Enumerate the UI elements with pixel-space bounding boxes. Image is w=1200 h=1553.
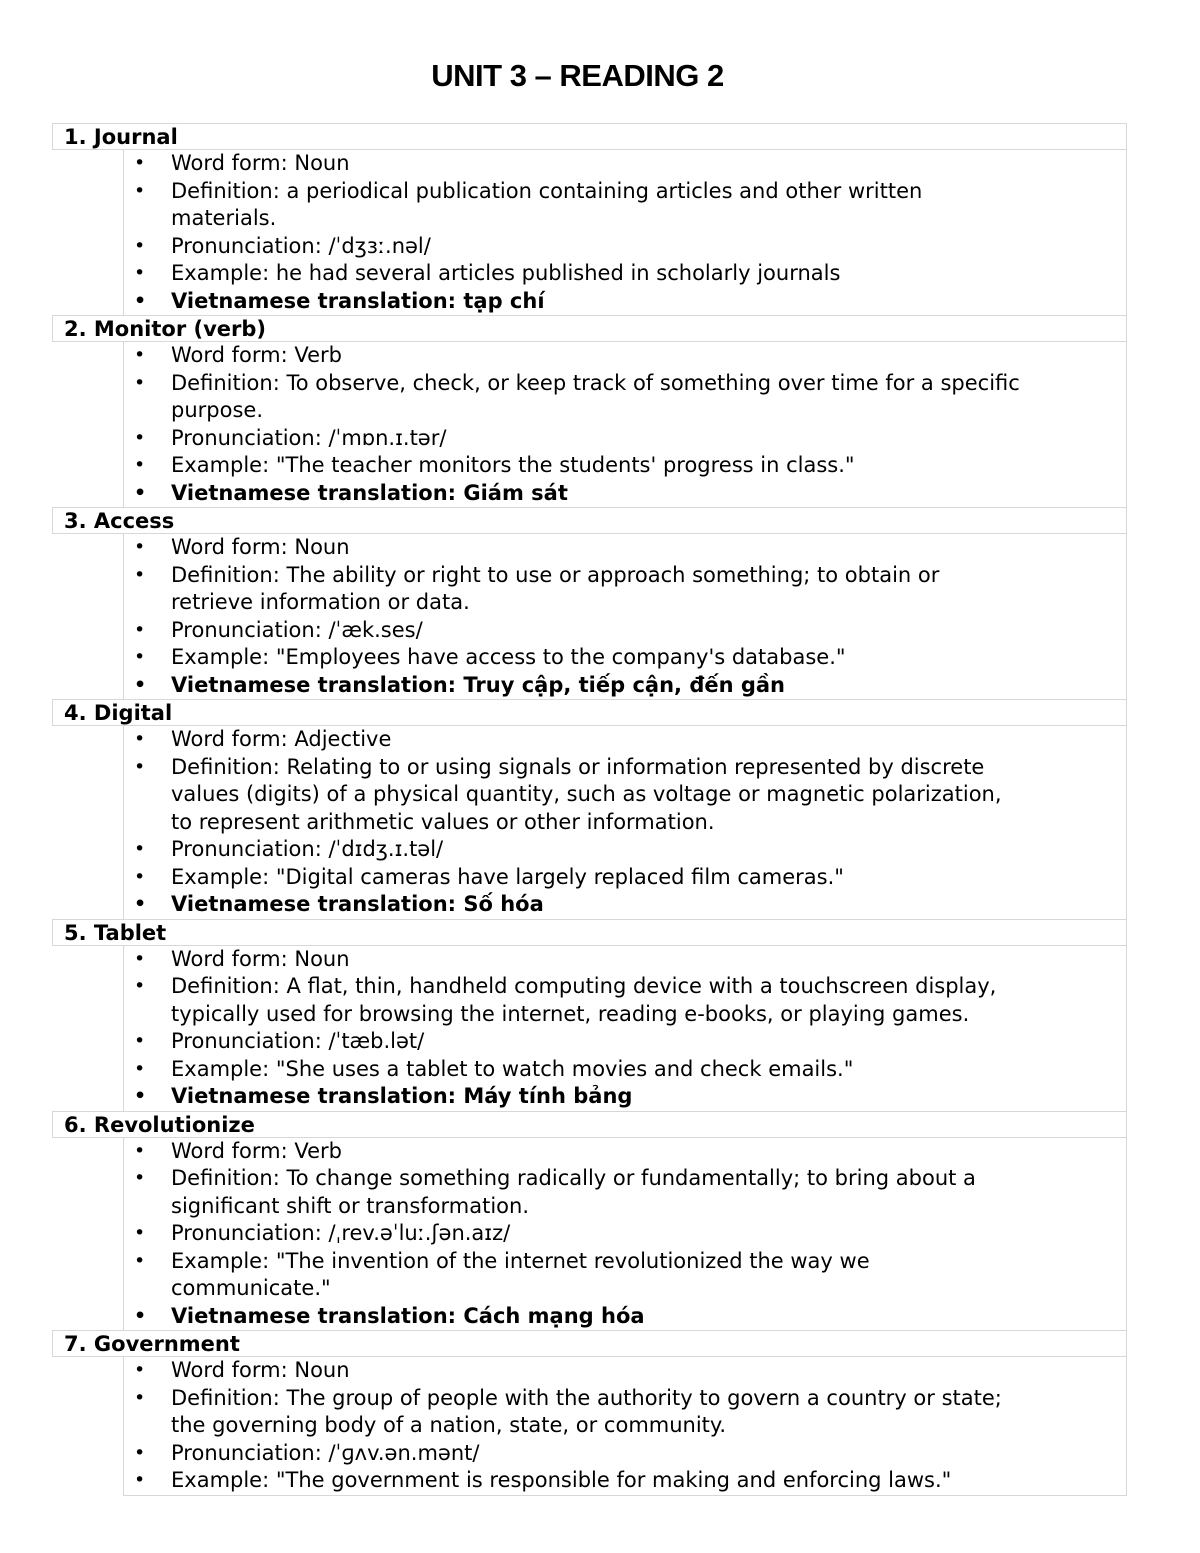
vietnamese-translation: • Vietnamese translation: Máy tính bảng <box>124 1083 1126 1111</box>
entry-line: • Word form: Noun <box>124 946 1126 974</box>
entry-detail-list <box>124 1138 1126 1331</box>
entry-detail-list <box>124 534 1126 699</box>
entry-heading: 7. Government <box>52 1330 1127 1357</box>
entry-line: • Example: he had several articles published in scholarly journals <box>124 260 1126 288</box>
entry-line: materials. <box>171 206 277 230</box>
entry-line: purpose. <box>171 398 263 422</box>
entry-line: • Definition: A flat, thin, handheld computing device with a touchscreen display, <box>124 973 1126 1001</box>
entry-line: • Definition: a periodical publication containing articles and other written <box>124 178 1126 206</box>
entry-line: the governing body of a nation, state, or community. <box>171 1413 727 1437</box>
entry-detail-list <box>124 726 1126 919</box>
entry-detail-list <box>124 342 1126 507</box>
entry-details <box>123 1138 1127 1331</box>
entry-line: • Example: "Digital cameras have largely replaced film cameras." <box>124 864 1126 892</box>
entry-line: typically used for browsing the internet, reading e-books, or playing games. <box>171 1001 970 1026</box>
entry-detail-list <box>124 150 1126 315</box>
entry-line: • Example: "The government is responsible for making and enforcing laws." <box>124 1467 1126 1495</box>
entry-line: • Pronunciation: /ˈdɪdʒ.ɪ.təl/ <box>124 836 1126 864</box>
entry-detail-list <box>124 946 1126 1111</box>
entry-heading: 3. Access <box>52 507 1127 534</box>
entry-line: • Word form: Verb <box>124 342 1126 370</box>
entry-line: • Example: "She uses a tablet to watch movies and check emails." <box>124 1056 1126 1084</box>
entry-heading: 1. Journal <box>52 123 1127 150</box>
entry-line: • Word form: Noun <box>124 1357 1126 1385</box>
entry-heading: 2. Monitor (verb) <box>52 315 1127 342</box>
vietnamese-translation: • Vietnamese translation: Truy cập, tiếp cận, đến gần <box>124 672 1126 700</box>
entry-line: • Pronunciation: /ˈæk.ses/ <box>124 617 1126 645</box>
vietnamese-translation: • Vietnamese translation: tạp chí <box>124 288 1126 316</box>
entry-line: • Word form: Verb <box>124 1138 1126 1166</box>
entry-line: • Pronunciation: /ˌrev.əˈluː.ʃən.aɪz/ <box>124 1220 1126 1248</box>
entry-details <box>123 726 1127 919</box>
entry-line: values (digits) of a physical quantity, such as voltage or magnetic polarization, <box>171 782 1002 806</box>
entry-line: • Definition: The ability or right to use or approach something; to obtain or <box>124 562 1126 590</box>
vietnamese-translation: • Vietnamese translation: Số hóa <box>124 891 1126 919</box>
entry-detail-list <box>124 1357 1126 1495</box>
entry-line: • Word form: Noun <box>124 534 1126 562</box>
entry-line: • Definition: Relating to or using signals or information represented by discrete <box>124 754 1126 782</box>
entry-line: • Word form: Noun <box>124 150 1126 178</box>
entry-line: • Definition: The group of people with the authority to govern a country or state; <box>124 1385 1126 1413</box>
entry-line: • Pronunciation: /ˈmɒn.ɪ.tər/ <box>124 425 1126 453</box>
entry-line: • Definition: To change something radically or fundamentally; to bring about a <box>124 1165 1126 1193</box>
entry-details <box>123 534 1127 699</box>
entry-line: retrieve information or data. <box>171 590 470 614</box>
entry-line: • Definition: To observe, check, or keep track of something over time for a specific <box>124 370 1126 398</box>
vietnamese-translation: • Vietnamese translation: Cách mạng hóa <box>124 1303 1126 1331</box>
entry-line: • Example: "The teacher monitors the students' progress in class." <box>124 452 1126 480</box>
entry-line: • Word form: Adjective <box>124 726 1126 754</box>
entry-line: • Pronunciation: /ˈdʒɜː.nəl/ <box>124 233 1126 261</box>
entry-line: • Example: "Employees have access to the company's database." <box>124 644 1126 672</box>
entry-line: • Pronunciation: /ˈɡʌv.ən.mənt/ <box>124 1440 1126 1468</box>
vietnamese-translation: • Vietnamese translation: Giám sát <box>124 480 1126 508</box>
entry-line: communicate." <box>171 1276 331 1300</box>
entry-heading: 4. Digital <box>52 699 1127 726</box>
entry-line: to represent arithmetic values or other information. <box>171 809 715 834</box>
page-title: UNIT 3 – READING 2 <box>431 58 724 93</box>
entry-heading: 6. Revolutionize <box>52 1111 1127 1138</box>
entry-line: significant shift or transformation. <box>171 1193 530 1218</box>
entry-details <box>123 150 1127 315</box>
entry-line: • Pronunciation: /ˈtæb.lət/ <box>124 1028 1126 1056</box>
entry-details <box>123 342 1127 507</box>
entry-line: • Example: "The invention of the internet revolutionized the way we <box>124 1248 1126 1276</box>
entry-heading: 5. Tablet <box>52 919 1127 946</box>
vocabulary-table <box>52 123 1127 1496</box>
entry-details <box>123 946 1127 1111</box>
entry-details <box>123 1357 1127 1496</box>
